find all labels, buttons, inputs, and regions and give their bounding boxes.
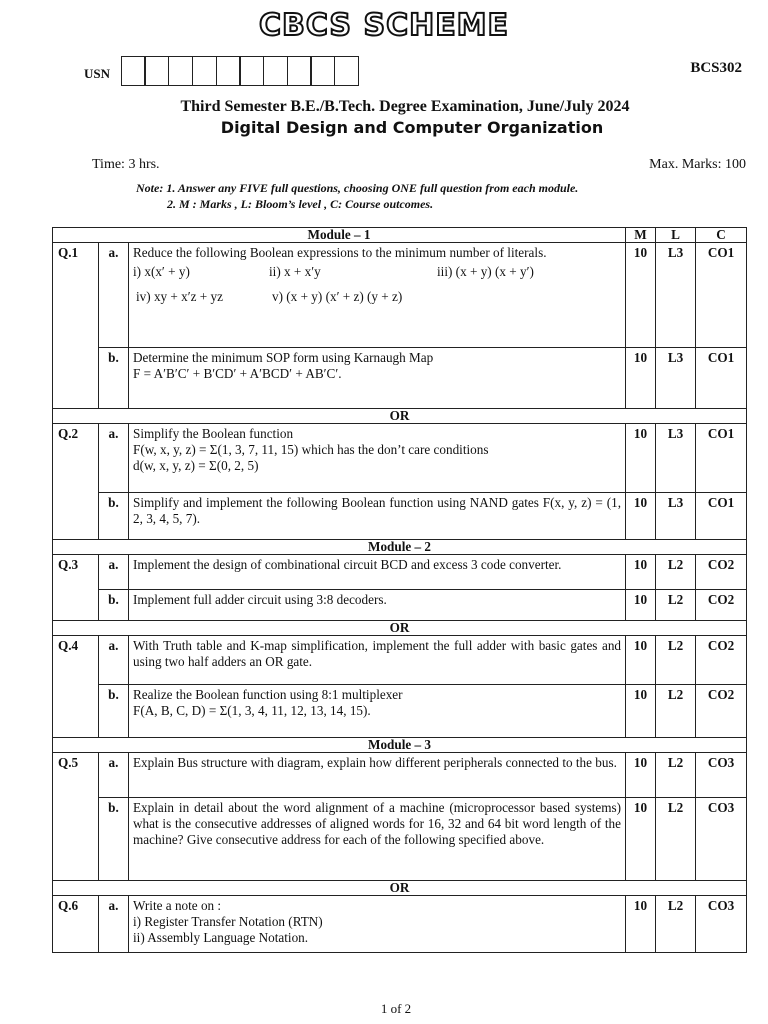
instructions-note-1: Note: 1. Answer any FIVE full questions, choosing ONE full question from each module. — [136, 181, 579, 195]
question-text: Implement the design of combinational circuit BCD and excess 3 code converter. — [129, 555, 626, 590]
question-row — [53, 798, 747, 881]
max-marks: Max. Marks: 100 — [649, 157, 746, 172]
course-outcome: CO2 — [696, 590, 747, 621]
question-row — [53, 243, 747, 348]
sub-question-label: b. — [99, 798, 129, 881]
marks-value: 10 — [626, 896, 656, 953]
bloom-level: L2 — [656, 555, 696, 590]
question-text — [129, 685, 626, 738]
or-label: OR — [53, 881, 747, 896]
question-text: Implement full adder circuit using 3:8 decoders. — [129, 590, 626, 621]
expression-item: ii) x + x′y — [269, 264, 321, 279]
usn-box — [168, 56, 193, 86]
sub-question-label: a. — [99, 243, 129, 348]
course-outcome: CO3 — [696, 753, 747, 798]
course-outcome: CO1 — [696, 243, 747, 348]
sub-question-label: a. — [99, 636, 129, 685]
bloom-level: L3 — [656, 243, 696, 348]
question-row — [53, 896, 747, 953]
question-text — [129, 348, 626, 409]
question-text-line: Realize the Boolean function using 8:1 multiplexer — [133, 687, 403, 702]
course-outcome: CO3 — [696, 896, 747, 953]
or-label: OR — [53, 621, 747, 636]
usn-box — [144, 56, 169, 86]
question-text — [129, 243, 626, 348]
or-separator-row — [53, 621, 747, 636]
module-header-row — [53, 228, 747, 243]
question-text-line: d(w, x, y, z) = Σ(0, 2, 5) — [133, 458, 259, 473]
course-outcome: CO2 — [696, 636, 747, 685]
question-number: Q.4 — [53, 636, 99, 738]
exam-title: Third Semester B.E./B.Tech. Degree Examination, June/July 2024 — [180, 98, 630, 115]
usn-box — [263, 56, 288, 86]
or-separator-row — [53, 881, 747, 896]
expression-item: i) x(x′ + y) — [133, 264, 190, 279]
course-outcome: CO2 — [696, 685, 747, 738]
bloom-level: L3 — [656, 424, 696, 493]
bloom-level: L2 — [656, 896, 696, 953]
course-outcome: CO2 — [696, 555, 747, 590]
question-text-line: F(A, B, C, D) = Σ(1, 3, 4, 11, 12, 13, 14, 15). — [133, 703, 371, 718]
marks-value: 10 — [626, 424, 656, 493]
question-number: Q.6 — [53, 896, 99, 953]
marks-value: 10 — [626, 590, 656, 621]
question-text-line: F = A′B′C′ + B′CD′ + A′BCD′ + AB′C′. — [133, 366, 342, 381]
bloom-level: L2 — [656, 798, 696, 881]
module-title: Module – 2 — [53, 540, 747, 555]
expression-item: iii) (x + y) (x + y′) — [437, 264, 534, 279]
col-header-marks: M — [626, 228, 656, 243]
usn-box — [239, 56, 264, 86]
sub-question-label: a. — [99, 753, 129, 798]
question-number: Q.2 — [53, 424, 99, 540]
col-header-level: L — [656, 228, 696, 243]
subject-title: Digital Design and Computer Organization — [220, 118, 604, 137]
usn-label: USN — [84, 66, 111, 81]
marks-value: 10 — [626, 636, 656, 685]
question-number: Q.3 — [53, 555, 99, 621]
bloom-level: L2 — [656, 590, 696, 621]
marks-value: 10 — [626, 555, 656, 590]
marks-value: 10 — [626, 685, 656, 738]
instructions-note-2: 2. M : Marks , L: Bloom’s level , C: Course outcomes. — [167, 197, 434, 211]
module-title: Module – 3 — [53, 738, 747, 753]
or-label: OR — [53, 409, 747, 424]
bloom-level: L3 — [656, 348, 696, 409]
question-text-line: Simplify the Boolean function — [133, 426, 294, 441]
usn-box — [216, 56, 241, 86]
question-row — [53, 348, 747, 409]
question-text: Explain in detail about the word alignment of a machine (microprocessor based systems) what is the consecutive addresses of aligned words for 16, 32 and 64 bit word length of the machine? Give consecutive address for each of the following specified above. — [129, 798, 626, 881]
marks-value: 10 — [626, 798, 656, 881]
question-text-line: Write a note on : — [133, 898, 222, 913]
course-outcome: CO1 — [696, 493, 747, 540]
bloom-level: L2 — [656, 636, 696, 685]
sub-question-label: b. — [99, 348, 129, 409]
usn-box — [121, 56, 146, 86]
marks-value: 10 — [626, 493, 656, 540]
question-text: Explain Bus structure with diagram, explain how different peripherals connected to the bus. — [129, 753, 626, 798]
course-outcome: CO3 — [696, 798, 747, 881]
expression-row — [133, 289, 621, 305]
usn-box — [334, 56, 359, 86]
question-row — [53, 636, 747, 685]
sub-question-label: a. — [99, 555, 129, 590]
sub-question-label: a. — [99, 424, 129, 493]
usn-box — [287, 56, 312, 86]
bloom-level: L2 — [656, 685, 696, 738]
question-row — [53, 753, 747, 798]
col-header-outcome: C — [696, 228, 747, 243]
usn-input-boxes — [122, 56, 359, 86]
question-row — [53, 493, 747, 540]
module-header-row — [53, 540, 747, 555]
question-text-line: ii) Assembly Language Notation. — [133, 930, 309, 945]
expression-item: iv) xy + x′z + yz — [136, 289, 223, 304]
marks-value: 10 — [626, 243, 656, 348]
page-number: 1 of 2 — [380, 1001, 412, 1016]
question-text-line: i) Register Transfer Notation (RTN) — [133, 914, 323, 929]
question-row — [53, 685, 747, 738]
question-text-line: F(w, x, y, z) = Σ(1, 3, 7, 11, 15) which has the don’t care conditions — [133, 442, 489, 457]
course-code: BCS302 — [690, 60, 742, 76]
or-separator-row — [53, 409, 747, 424]
question-row — [53, 424, 747, 493]
question-text: Simplify and implement the following Boolean function using NAND gates F(x, y, z) = (1, 2, 3, 4, 5, 7). — [129, 493, 626, 540]
question-text — [129, 424, 626, 493]
sub-question-label: b. — [99, 493, 129, 540]
question-number: Q.5 — [53, 753, 99, 881]
question-text-line: Determine the minimum SOP form using Karnaugh Map — [133, 350, 434, 365]
course-outcome: CO1 — [696, 348, 747, 409]
scheme-stamp: CBCS SCHEME — [258, 8, 510, 43]
sub-question-label: b. — [99, 590, 129, 621]
question-text: With Truth table and K-map simplification, implement the full adder with basic gates and using two half adders an OR gate. — [129, 636, 626, 685]
sub-question-label: b. — [99, 685, 129, 738]
marks-value: 10 — [626, 753, 656, 798]
question-text — [129, 896, 626, 953]
sub-question-label: a. — [99, 896, 129, 953]
question-text-line: Reduce the following Boolean expressions to the minimum number of literals. — [133, 245, 547, 260]
expression-row — [133, 264, 621, 280]
bloom-level: L2 — [656, 753, 696, 798]
question-row — [53, 555, 747, 590]
marks-value: 10 — [626, 348, 656, 409]
expression-item: v) (x + y) (x′ + z) (y + z) — [272, 289, 403, 304]
question-number: Q.1 — [53, 243, 99, 409]
module-header-row — [53, 738, 747, 753]
usn-box — [310, 56, 335, 86]
exam-duration: Time: 3 hrs. — [92, 157, 160, 172]
bloom-level: L3 — [656, 493, 696, 540]
question-row — [53, 590, 747, 621]
module-title: Module – 1 — [53, 228, 626, 243]
question-table — [52, 227, 747, 953]
usn-box — [192, 56, 217, 86]
course-outcome: CO1 — [696, 424, 747, 493]
